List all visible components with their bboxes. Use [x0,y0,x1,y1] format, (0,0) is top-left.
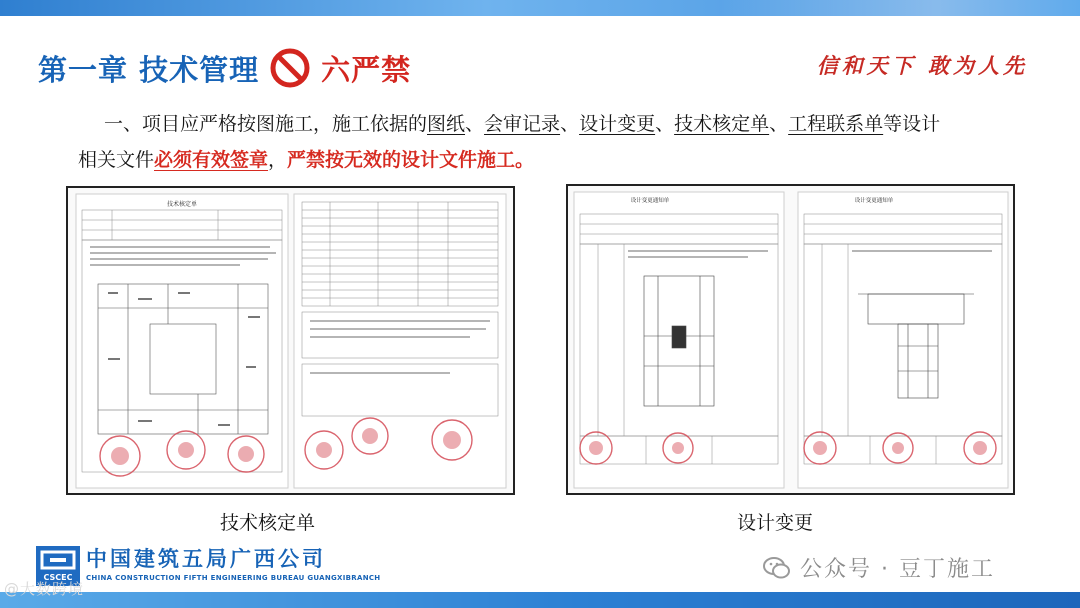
sep: 、 [769,113,789,135]
no-entry-icon [269,47,311,89]
rule-intro: 一、项目应严格按图施工，施工依据的 [104,113,428,135]
company-name-en: CHINA CONSTRUCTION FIFTH ENGINEERING BUREAU GUANGXIBRANCH [86,574,381,582]
tech-verification-image [66,186,515,495]
doc-review-records: 会审记录 [484,113,561,135]
company-name-block [86,546,380,582]
sep: 、 [465,113,485,135]
comma: ， [268,149,288,171]
rule-paragraph [78,106,1008,178]
top-banner-accent [720,0,1080,16]
sep: 、 [655,113,675,135]
chapter-title: 第一章 技术管理 [38,52,260,87]
doc-drawings: 图纸 [427,113,466,135]
tech-verification-scan [68,188,513,493]
design-change-title-b: 设计变更通知单 [854,198,894,204]
right-figure-caption: 设计变更 [737,512,814,534]
topic-title: 六严禁 [321,52,412,87]
wechat-icon [762,555,792,581]
left-doc-title: 技术核定单 [166,201,198,208]
company-slogan: 信和天下 敢为人先 [816,53,1028,78]
design-change-image [566,184,1015,495]
rule-line-2 [78,142,1008,178]
doc-contact-sheet: 工程联系单 [788,113,884,135]
top-banner [0,0,1080,16]
doc-design-change: 设计变更 [579,113,656,135]
bottom-banner [0,592,1080,608]
logo-text: CSCEC [43,573,73,582]
rule-line-1 [78,106,1008,142]
design-change-scan [568,186,1013,493]
forbid-text: 严禁按无效的设计文件施工。 [287,149,535,171]
left-figure-caption: 技术核定单 [220,512,316,534]
company-logo-block [36,546,380,586]
sep: 、 [560,113,580,135]
rule-line2-start: 相关文件 [78,149,155,171]
company-name-cn: 中国建筑五局广西公司 [86,547,326,571]
rule-tail: 等设计 [883,113,941,135]
must-sign-text: 必须有效签章 [154,149,269,171]
wechat-label: 公众号 · 豆丁施工 [800,557,995,582]
slide-title [38,46,411,90]
wechat-account [762,552,995,583]
doc-tech-verification: 技术核定单 [674,113,770,135]
watermark: @大数跨境 [4,580,85,598]
design-change-title-a: 设计变更通知单 [630,198,670,204]
